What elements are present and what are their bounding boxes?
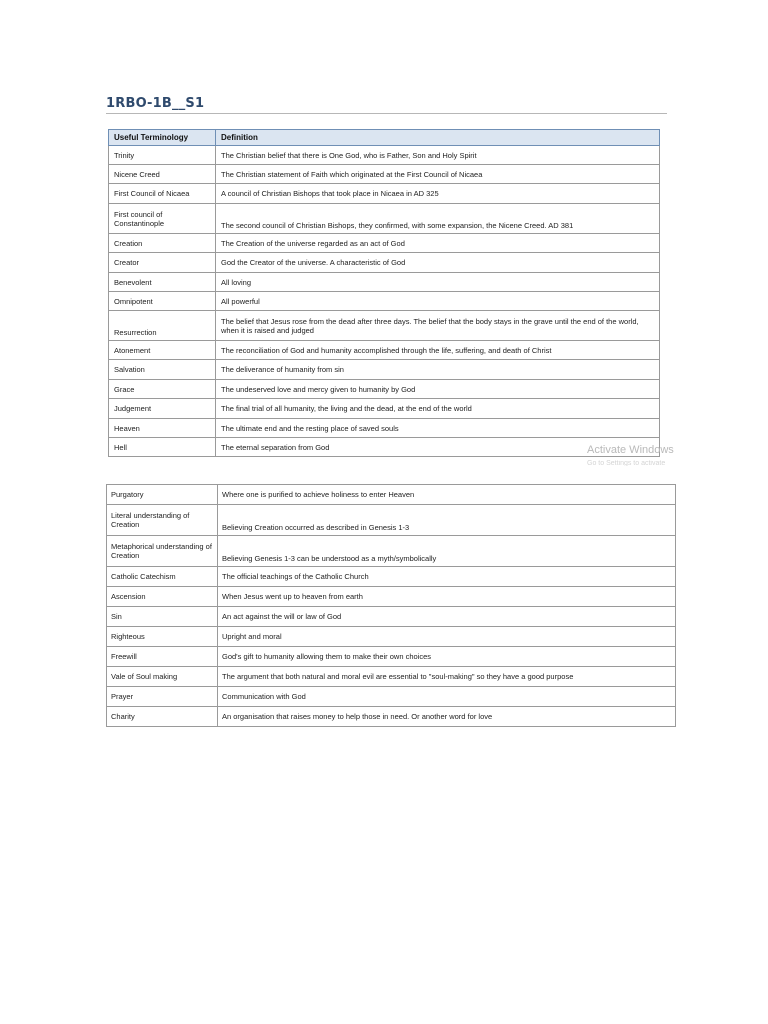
definition-cell: An organisation that raises money to help those in need. Or another word for love bbox=[218, 707, 676, 727]
table-row bbox=[109, 360, 660, 380]
term-cell: Atonement bbox=[109, 341, 216, 360]
table-row bbox=[107, 505, 676, 536]
term-cell: Grace bbox=[109, 380, 216, 399]
table-row bbox=[107, 687, 676, 707]
title-underline bbox=[106, 113, 667, 114]
definition-cell: A council of Christian Bishops that took place in Nicaea in AD 325 bbox=[216, 184, 660, 204]
term-cell: Purgatory bbox=[107, 485, 218, 505]
term-cell: Creation bbox=[109, 234, 216, 253]
definition-cell: The eternal separation from God bbox=[216, 438, 660, 457]
definition-cell: The ultimate end and the resting place of saved souls bbox=[216, 419, 660, 438]
definition-cell: Believing Creation occurred as described in Genesis 1-3 bbox=[218, 505, 676, 536]
definition-cell: The Christian statement of Faith which originated at the First Council of Nicaea bbox=[216, 165, 660, 184]
table-row bbox=[107, 567, 676, 587]
table-row bbox=[109, 399, 660, 419]
term-cell: Metaphorical understanding of Creation bbox=[107, 536, 218, 567]
table-row bbox=[107, 536, 676, 567]
term-cell: Resurrection bbox=[109, 311, 216, 341]
definition-cell: The deliverance of humanity from sin bbox=[216, 360, 660, 380]
term-cell: Sin bbox=[107, 607, 218, 627]
definition-cell: Upright and moral bbox=[218, 627, 676, 647]
term-cell: Charity bbox=[107, 707, 218, 727]
table-row bbox=[109, 292, 660, 311]
table-row bbox=[109, 419, 660, 438]
term-cell: Benevolent bbox=[109, 273, 216, 292]
definition-cell: All loving bbox=[216, 273, 660, 292]
header-useful-terminology: Useful Terminology bbox=[109, 130, 216, 146]
term-cell: First council of Constantinople bbox=[109, 204, 216, 234]
term-cell: Catholic Catechism bbox=[107, 567, 218, 587]
term-cell: Literal understanding of Creation bbox=[107, 505, 218, 536]
table-header-row bbox=[109, 130, 660, 146]
table-row bbox=[109, 253, 660, 273]
definition-cell: The Christian belief that there is One God, who is Father, Son and Holy Spirit bbox=[216, 146, 660, 165]
definition-cell: Communication with God bbox=[218, 687, 676, 707]
table-row bbox=[107, 485, 676, 505]
definition-cell: God the Creator of the universe. A characteristic of God bbox=[216, 253, 660, 273]
definition-cell: An act against the will or law of God bbox=[218, 607, 676, 627]
definition-cell: All powerful bbox=[216, 292, 660, 311]
definition-cell: The reconciliation of God and humanity accomplished through the life, suffering, and death of Christ bbox=[216, 341, 660, 360]
term-cell: Creator bbox=[109, 253, 216, 273]
activate-windows-watermark: Activate Windows bbox=[587, 444, 674, 456]
definition-cell: The final trial of all humanity, the living and the dead, at the end of the world bbox=[216, 399, 660, 419]
term-cell: First Council of Nicaea bbox=[109, 184, 216, 204]
term-cell: Judgement bbox=[109, 399, 216, 419]
term-cell: Freewill bbox=[107, 647, 218, 667]
definition-cell: Believing Genesis 1-3 can be understood as a myth/symbolically bbox=[218, 536, 676, 567]
term-cell: Righteous bbox=[107, 627, 218, 647]
terminology-table-1 bbox=[108, 129, 660, 457]
table-row bbox=[107, 587, 676, 607]
definition-cell: The argument that both natural and moral evil are essential to "soul-making" so they have a good purpose bbox=[218, 667, 676, 687]
table-row bbox=[109, 311, 660, 341]
term-cell: Nicene Creed bbox=[109, 165, 216, 184]
table-row bbox=[109, 204, 660, 234]
table-row bbox=[107, 627, 676, 647]
definition-cell: When Jesus went up to heaven from earth bbox=[218, 587, 676, 607]
definition-cell: Where one is purified to achieve holiness to enter Heaven bbox=[218, 485, 676, 505]
table-row bbox=[109, 438, 660, 457]
table-row bbox=[109, 341, 660, 360]
term-cell: Trinity bbox=[109, 146, 216, 165]
term-cell: Hell bbox=[109, 438, 216, 457]
definition-cell: The second council of Christian Bishops, they confirmed, with some expansion, the Nicene Creed. AD 381 bbox=[216, 204, 660, 234]
table-row bbox=[109, 184, 660, 204]
table-row bbox=[109, 380, 660, 399]
definition-cell: The Creation of the universe regarded as an act of God bbox=[216, 234, 660, 253]
definition-cell: The official teachings of the Catholic Church bbox=[218, 567, 676, 587]
table-row bbox=[107, 707, 676, 727]
term-cell: Omnipotent bbox=[109, 292, 216, 311]
header-definition: Definition bbox=[216, 130, 660, 146]
table-row bbox=[109, 234, 660, 253]
document-title: 1RBO-1B__S1 bbox=[106, 96, 205, 111]
terminology-table-2 bbox=[106, 484, 676, 727]
table-row bbox=[107, 647, 676, 667]
term-cell: Salvation bbox=[109, 360, 216, 380]
activate-windows-subtext: Go to Settings to activate bbox=[587, 460, 666, 466]
term-cell: Prayer bbox=[107, 687, 218, 707]
term-cell: Ascension bbox=[107, 587, 218, 607]
table-row bbox=[109, 146, 660, 165]
table-row bbox=[109, 273, 660, 292]
term-cell: Heaven bbox=[109, 419, 216, 438]
table-row bbox=[109, 165, 660, 184]
term-cell: Vale of Soul making bbox=[107, 667, 218, 687]
definition-cell: God's gift to humanity allowing them to make their own choices bbox=[218, 647, 676, 667]
definition-cell: The belief that Jesus rose from the dead after three days. The belief that the body stays in the grave until the end of the world, when it is raised and judged bbox=[216, 311, 660, 341]
definition-cell: The undeserved love and mercy given to humanity by God bbox=[216, 380, 660, 399]
table-row bbox=[107, 607, 676, 627]
table-row bbox=[107, 667, 676, 687]
